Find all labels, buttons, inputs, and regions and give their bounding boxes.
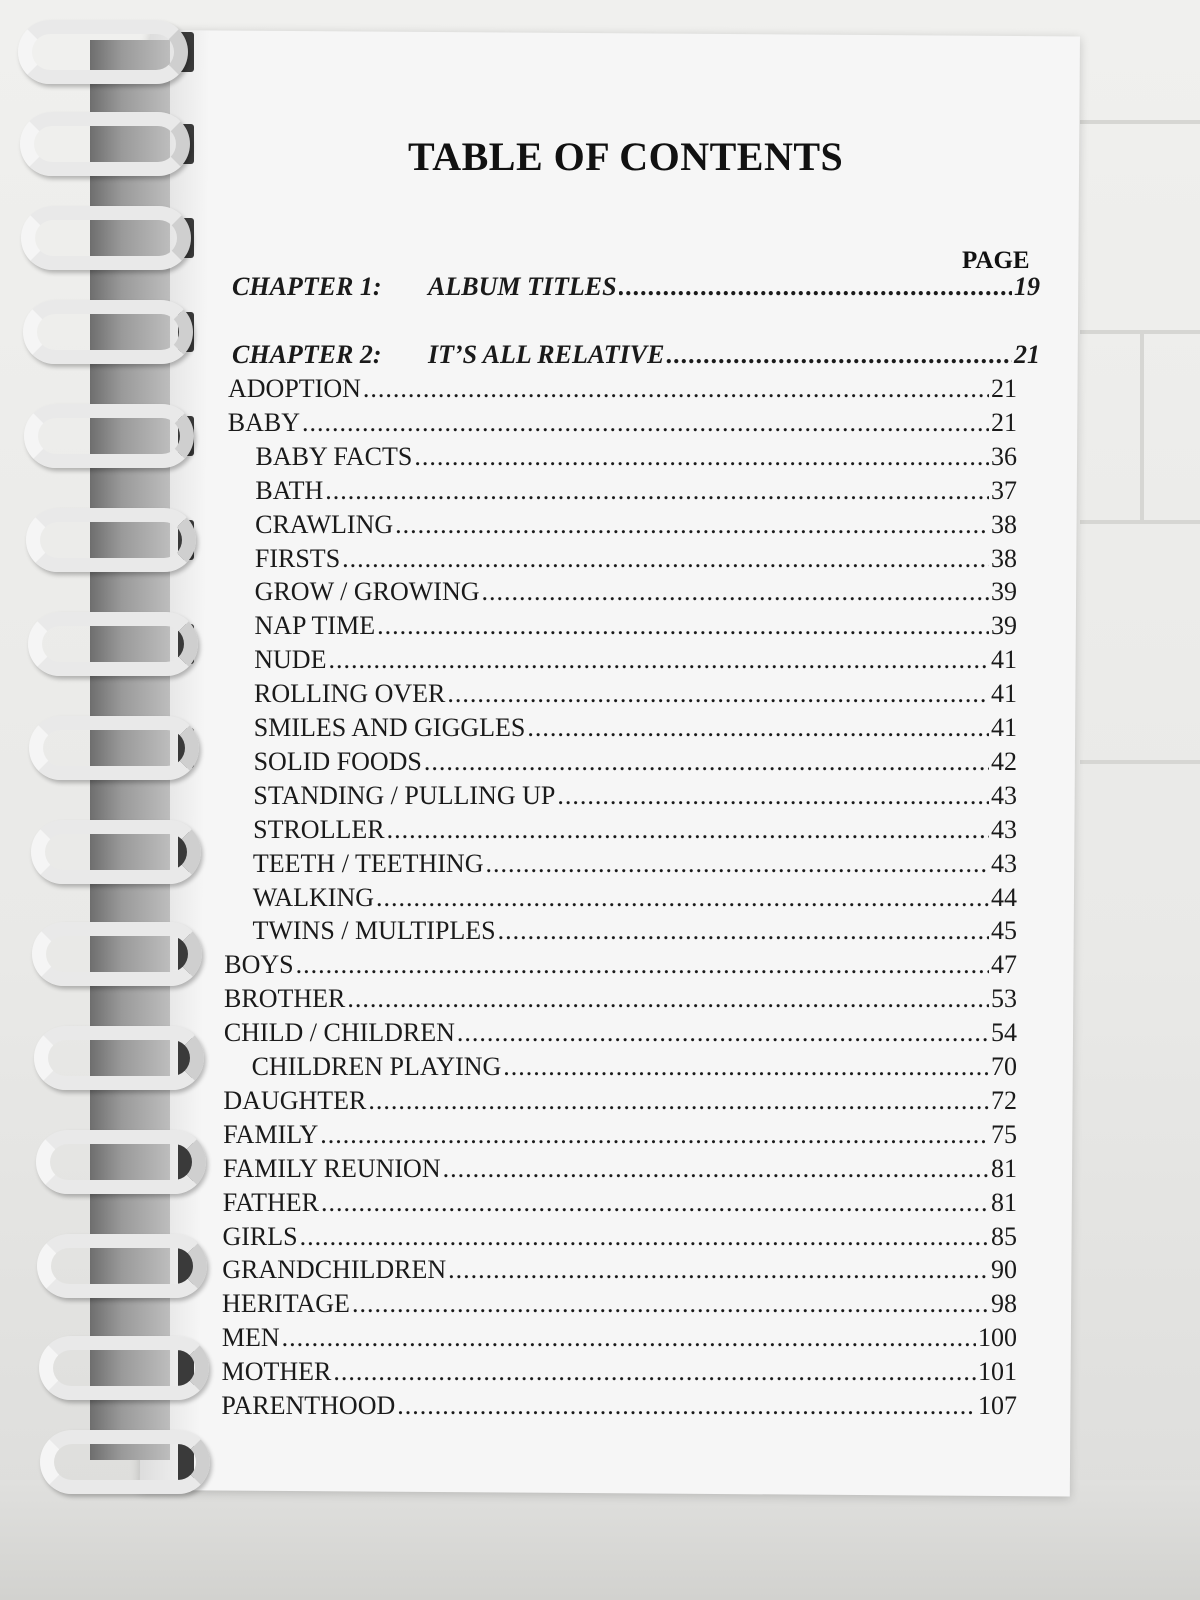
dot-leader bbox=[320, 1120, 989, 1150]
entry-page: 36 bbox=[990, 441, 1017, 471]
entry-label: BABY bbox=[227, 407, 301, 437]
dot-leader bbox=[457, 1018, 989, 1048]
chapter-title: IT’S ALL RELATIVE bbox=[428, 340, 665, 369]
binding-coil bbox=[24, 404, 194, 468]
chapter-number: CHAPTER 2: bbox=[232, 340, 382, 369]
dot-leader bbox=[666, 340, 1012, 370]
entry-page: 72 bbox=[990, 1085, 1017, 1115]
dot-leader bbox=[352, 1289, 989, 1319]
dot-leader bbox=[414, 442, 989, 472]
entry-label: SMILES AND GIGGLES bbox=[253, 713, 526, 742]
entry-page: 42 bbox=[990, 746, 1017, 776]
entry-label: FAMILY bbox=[223, 1119, 319, 1149]
dot-leader bbox=[325, 476, 989, 506]
entry-page: 90 bbox=[990, 1255, 1017, 1285]
toc-subentry bbox=[252, 916, 1017, 946]
dot-leader bbox=[498, 916, 989, 946]
binding-coil bbox=[23, 300, 193, 364]
binding-coil bbox=[34, 1026, 204, 1090]
toc-entry bbox=[223, 1188, 1017, 1218]
toc-entry bbox=[223, 1154, 1017, 1184]
entry-page: 54 bbox=[990, 1018, 1017, 1048]
entry-label: FAMILY REUNION bbox=[222, 1153, 441, 1183]
binding-coil bbox=[32, 922, 202, 986]
toc-subentry bbox=[253, 781, 1017, 811]
toc-subentry bbox=[254, 679, 1017, 709]
dot-leader bbox=[447, 679, 989, 709]
page-column-header: PAGE bbox=[962, 247, 1030, 274]
toc-subentry bbox=[255, 476, 1017, 506]
toc-subentry bbox=[254, 713, 1017, 743]
entry-label: STANDING / PULLING UP bbox=[253, 780, 556, 810]
entry-page: 38 bbox=[990, 543, 1017, 573]
entry-label: NUDE bbox=[254, 645, 327, 675]
binding-coil bbox=[18, 20, 188, 84]
chapter-row bbox=[232, 272, 1040, 302]
chapter-label-wrap bbox=[232, 272, 617, 302]
entry-page: 53 bbox=[990, 984, 1017, 1014]
dot-leader bbox=[342, 544, 989, 574]
entry-page: 81 bbox=[990, 1187, 1017, 1217]
dot-leader bbox=[397, 1391, 976, 1421]
toc-entry bbox=[223, 1120, 1017, 1150]
binding-coil bbox=[37, 1234, 207, 1298]
entry-label: STROLLER bbox=[253, 814, 385, 844]
chapter-row bbox=[232, 340, 1040, 370]
entry-page: 107 bbox=[978, 1391, 1017, 1420]
entry-page: 39 bbox=[990, 611, 1017, 641]
entry-page: 85 bbox=[991, 1221, 1017, 1251]
toc-subentry bbox=[252, 1052, 1017, 1082]
entry-label: CHILD / CHILDREN bbox=[223, 1018, 455, 1048]
toc-entry bbox=[222, 1323, 1017, 1353]
toc-subentry bbox=[255, 510, 1017, 540]
dot-leader bbox=[482, 577, 989, 607]
entry-page: 45 bbox=[990, 916, 1017, 946]
entry-label: CHILDREN PLAYING bbox=[251, 1052, 502, 1081]
dot-leader bbox=[448, 1255, 989, 1285]
dot-leader bbox=[347, 984, 989, 1014]
brick-joint bbox=[1140, 330, 1144, 520]
entry-label: FATHER bbox=[222, 1187, 320, 1217]
toc-subentry bbox=[253, 849, 1017, 879]
binding-coil bbox=[40, 1430, 210, 1494]
spiral-binding bbox=[0, 0, 190, 1600]
entry-page: 98 bbox=[990, 1289, 1017, 1319]
toc-subentry bbox=[254, 747, 1017, 777]
page-title: TABLE OF CONTENTS bbox=[408, 134, 844, 179]
toc-entry bbox=[222, 1289, 1017, 1319]
dot-leader bbox=[363, 374, 989, 404]
entry-page: 41 bbox=[990, 645, 1017, 675]
binding-coil bbox=[20, 112, 190, 176]
entry-page: 70 bbox=[990, 1052, 1017, 1081]
entry-label: MEN bbox=[221, 1323, 280, 1353]
chapter-label-wrap bbox=[232, 340, 664, 370]
entry-label: HERITAGE bbox=[222, 1289, 350, 1319]
brick-joint bbox=[1080, 120, 1200, 124]
binding-coil bbox=[39, 1336, 209, 1400]
entry-page: 21 bbox=[990, 407, 1017, 437]
entry-label: WALKING bbox=[252, 882, 374, 912]
entry-label: TEETH / TEETHING bbox=[252, 848, 484, 878]
entry-label: SOLID FOODS bbox=[253, 746, 422, 776]
entry-page: 44 bbox=[990, 882, 1017, 912]
entry-label: ROLLING OVER bbox=[254, 679, 446, 709]
entry-page: 47 bbox=[990, 950, 1017, 980]
entry-label: ADOPTION bbox=[228, 374, 361, 403]
chapter-number: CHAPTER 1: bbox=[232, 272, 382, 301]
toc-entry bbox=[224, 1018, 1017, 1048]
chapter-title: ALBUM TITLES bbox=[428, 272, 617, 301]
entry-page: 43 bbox=[990, 848, 1017, 878]
toc-subentry bbox=[256, 442, 1017, 472]
toc-subentry bbox=[253, 815, 1017, 845]
toc-entry bbox=[228, 374, 1017, 404]
entry-label: BOYS bbox=[224, 950, 294, 980]
toc-entry bbox=[222, 1255, 1017, 1285]
toc-entry bbox=[223, 1086, 1017, 1116]
entry-page: 38 bbox=[990, 509, 1017, 539]
entry-page: 43 bbox=[990, 814, 1017, 844]
dot-leader bbox=[296, 950, 989, 980]
dot-leader bbox=[443, 1154, 989, 1184]
toc-subentry bbox=[255, 544, 1017, 574]
table-of-contents bbox=[221, 0, 1040, 1600]
dot-leader bbox=[395, 510, 989, 540]
dot-leader bbox=[376, 883, 989, 913]
dot-leader bbox=[300, 1222, 989, 1252]
entry-page: 41 bbox=[990, 713, 1017, 742]
toc-subentry bbox=[255, 577, 1017, 607]
entry-page: 75 bbox=[990, 1119, 1017, 1149]
entry-page: 101 bbox=[978, 1357, 1017, 1387]
dot-leader bbox=[377, 611, 989, 641]
dot-leader bbox=[282, 1323, 976, 1353]
toc-entry bbox=[224, 950, 1017, 980]
dot-leader bbox=[557, 781, 989, 811]
toc-entry bbox=[223, 1222, 1018, 1252]
entry-page: 43 bbox=[990, 780, 1017, 810]
entry-label: NAP TIME bbox=[254, 611, 376, 641]
brick-joint bbox=[1080, 760, 1200, 764]
toc-entry bbox=[224, 984, 1017, 1014]
entry-label: MOTHER bbox=[221, 1357, 332, 1387]
toc-subentry bbox=[253, 883, 1017, 913]
binding-coil bbox=[26, 508, 196, 572]
entry-page: 100 bbox=[978, 1323, 1017, 1353]
entry-page: 41 bbox=[990, 679, 1017, 709]
dot-leader bbox=[387, 815, 989, 845]
toc-subentry bbox=[254, 611, 1017, 641]
dot-leader bbox=[368, 1086, 989, 1116]
chapter-page: 19 bbox=[1014, 272, 1040, 301]
entry-label: FIRSTS bbox=[254, 543, 341, 573]
binding-coil bbox=[31, 820, 201, 884]
toc-entry bbox=[222, 1357, 1017, 1387]
binding-coil bbox=[28, 612, 198, 676]
dot-leader bbox=[321, 1188, 989, 1218]
dot-leader bbox=[619, 272, 1012, 302]
toc-entry bbox=[221, 1391, 1017, 1421]
toc-subentry bbox=[254, 645, 1017, 675]
entry-label: DAUGHTER bbox=[223, 1085, 367, 1115]
dot-leader bbox=[527, 713, 989, 743]
entry-label: CRAWLING bbox=[255, 509, 394, 539]
entry-page: 37 bbox=[990, 475, 1017, 505]
binding-coil bbox=[36, 1130, 206, 1194]
dot-leader bbox=[485, 849, 989, 879]
chapter-page: 21 bbox=[1014, 340, 1040, 369]
entry-label: BROTHER bbox=[224, 984, 346, 1014]
entry-page: 81 bbox=[990, 1153, 1017, 1183]
entry-label: BABY FACTS bbox=[255, 441, 413, 471]
entry-label: GIRLS bbox=[222, 1221, 298, 1251]
dot-leader bbox=[424, 747, 989, 777]
entry-label: BATH bbox=[255, 475, 324, 505]
entry-label: TWINS / MULTIPLES bbox=[252, 916, 496, 946]
entry-page: 39 bbox=[990, 577, 1017, 607]
dot-leader bbox=[302, 408, 989, 438]
entry-page: 21 bbox=[991, 374, 1017, 403]
binding-coil bbox=[21, 206, 191, 270]
entry-label: GRANDCHILDREN bbox=[222, 1255, 447, 1285]
dot-leader bbox=[328, 645, 989, 675]
brick-joint bbox=[1080, 520, 1200, 524]
dot-leader bbox=[503, 1052, 989, 1082]
entry-label: PARENTHOOD bbox=[221, 1391, 396, 1420]
toc-entry bbox=[228, 408, 1017, 438]
binding-coil bbox=[29, 716, 199, 780]
dot-leader bbox=[333, 1357, 976, 1387]
entry-label: GROW / GROWING bbox=[254, 577, 480, 607]
